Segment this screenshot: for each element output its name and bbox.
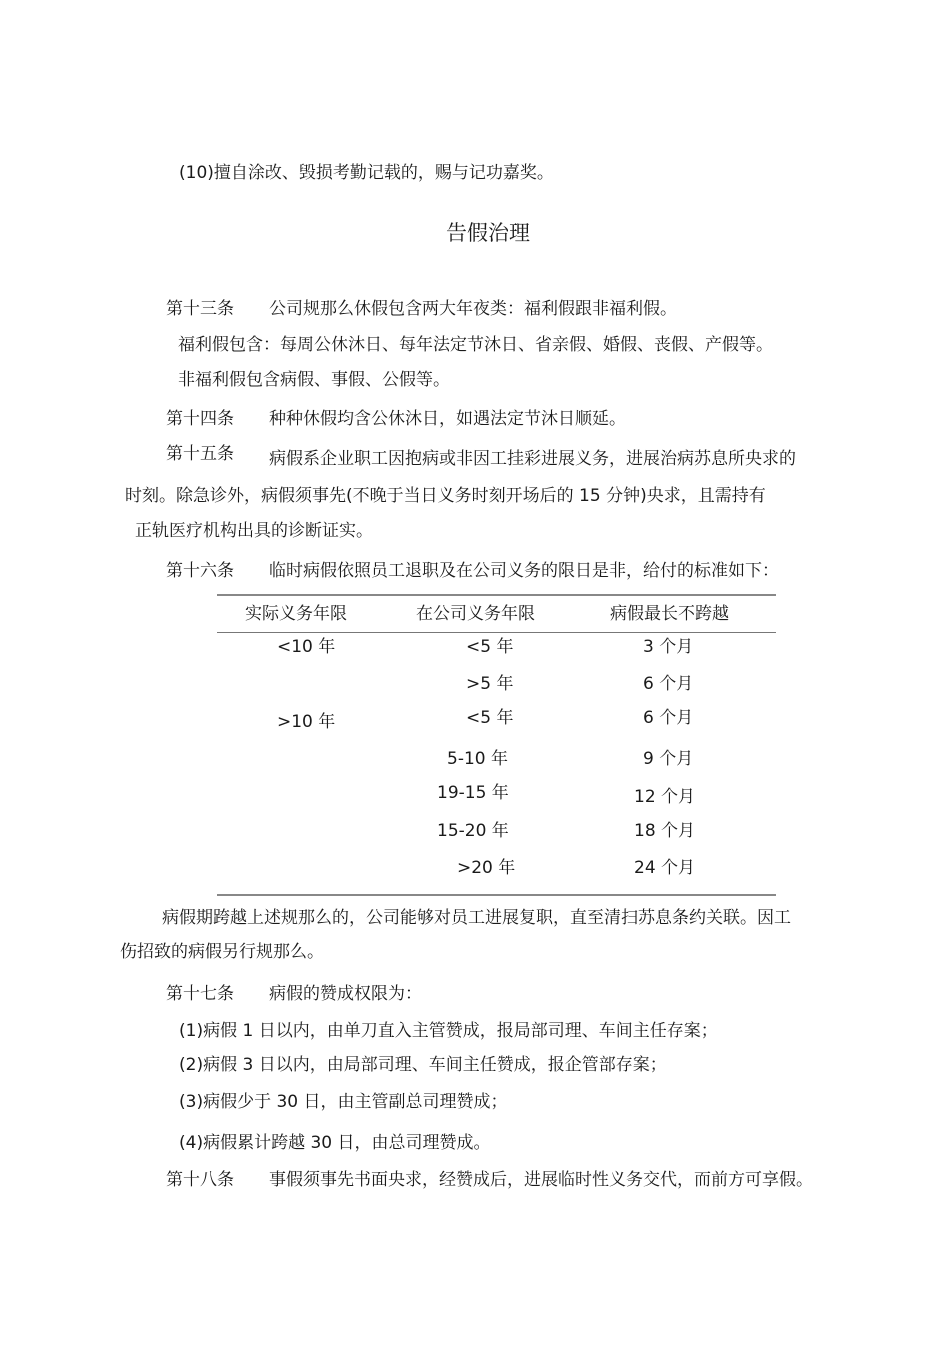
art13-welfare: 福利假包含：每周公休沐日、每年法定节沐日、省亲假、婚假、丧假、产假等。 [178,335,773,355]
table-group-cell: >10 年 [277,712,336,732]
art17-item: (4)病假累计跨越 30 日，由总司理赞成。 [179,1133,491,1153]
table-header-cell: 病假最长不跨越 [610,604,729,624]
table-limit-cell: 12 个月 [634,787,696,807]
table-top-rule [217,594,776,596]
table-limit-cell: 3 个月 [643,637,694,657]
table-tenure-cell: 15-20 年 [437,821,509,841]
art17-text: 病假的赞成权限为： [269,984,422,1004]
table-tenure-cell: 19-15 年 [437,783,509,803]
art17-label: 第十七条 [166,984,234,1004]
art15-line2: 时刻。除急诊外，病假须事先(不晚于当日义务时刻开场后的 15 分钟)央求，且需持有 [125,486,766,506]
art16-text: 临时病假依照员工退职及在公司义务的限日是非，给付的标准如下： [269,561,779,581]
intro-item: (10)擅自涂改、毁损考勤记载的，赐与记功嘉奖。 [179,163,554,183]
art14-label: 第十四条 [166,409,234,429]
art15-line1: 病假系企业职工因抱病或非因工挂彩进展义务，进展治病苏息所央求的 [269,449,796,469]
table-group-cell: <10 年 [277,637,336,657]
after-table-line2: 伤招致的病假另行规那么。 [120,942,324,962]
table-limit-cell: 9 个月 [643,749,694,769]
table-limit-cell: 6 个月 [643,708,694,728]
section-title: 告假治理 [446,221,530,245]
art18-label: 第十八条 [166,1170,234,1190]
table-tenure-cell: <5 年 [466,708,514,728]
art15-line3: 正轨医疗机构出具的诊断证实。 [135,521,373,541]
table-tenure-cell: >20 年 [457,858,516,878]
table-header-cell: 在公司义务年限 [416,604,535,624]
art13-nonwelfare: 非福利假包含病假、事假、公假等。 [178,370,450,390]
art14-text: 种种休假均含公休沐日，如遇法定节沐日顺延。 [269,409,626,429]
art16-label: 第十六条 [166,561,234,581]
art17-item: (2)病假 3 日以内，由局部司理、车间主任赞成，报企管部存案； [179,1055,667,1075]
table-tenure-cell: <5 年 [466,637,514,657]
table-bottom-rule [217,894,776,896]
after-table-line1: 病假期跨越上述规那么的，公司能够对员工进展复职，直至清扫苏息条约关联。因工 [162,908,791,928]
table-header-cell: 实际义务年限 [245,604,347,624]
table-limit-cell: 6 个月 [643,674,694,694]
art13-label: 第十三条 [166,299,234,319]
art17-item: (1)病假 1 日以内，由单刀直入主管赞成，报局部司理、车间主任存案； [179,1021,718,1041]
art15-label: 第十五条 [166,444,234,464]
art18-text: 事假须事先书面央求，经赞成后，进展临时性义务交代，而前方可享假。 [269,1170,813,1190]
art17-item: (3)病假少于 30 日，由主管副总司理赞成； [179,1092,508,1112]
table-limit-cell: 18 个月 [634,821,696,841]
table-header-rule [217,632,776,633]
table-tenure-cell: 5-10 年 [447,749,508,769]
table-tenure-cell: >5 年 [466,674,514,694]
table-limit-cell: 24 个月 [634,858,696,878]
art13-text: 公司规那么休假包含两大年夜类：福利假跟非福利假。 [269,299,677,319]
